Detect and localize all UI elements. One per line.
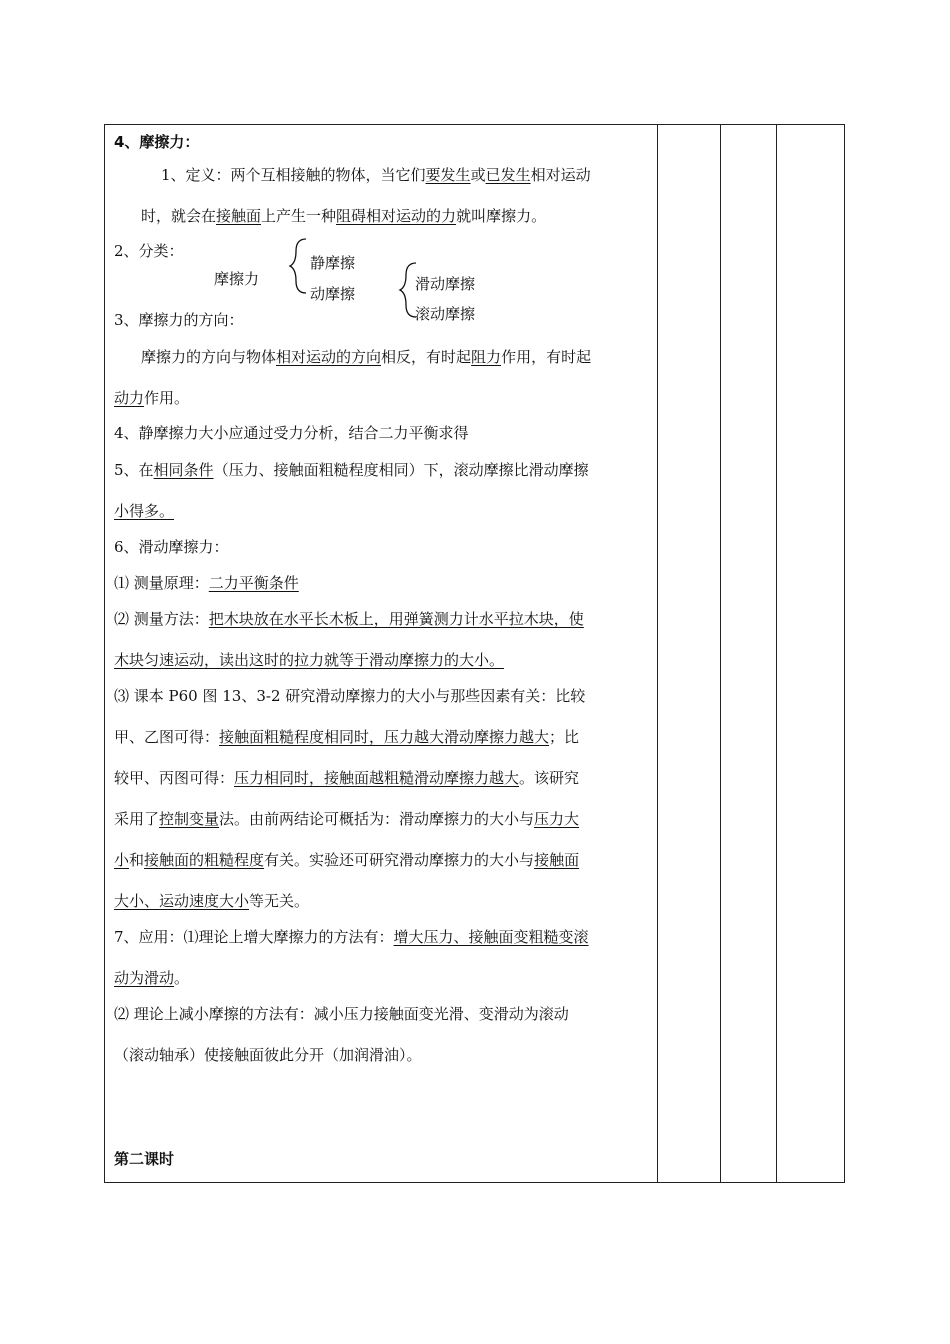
experiment-line-5: 小和接触面的粗糙程度有关。实验还可研究滑动摩擦力的大小与接触面: [114, 851, 580, 869]
measure-method-line-2: 木块匀速运动，读出这时的拉力就等于滑动摩擦力的大小。: [114, 651, 505, 669]
direction-title: 3、摩擦力的方向：: [114, 311, 244, 329]
experiment-line-1: ⑶ 课本 P60 图 13、3-2 研究滑动摩擦力的大小与那些因素有关：比较: [114, 687, 586, 705]
classify-rolling: 滚动摩擦: [415, 305, 476, 323]
classify-static: 静摩擦: [310, 254, 356, 272]
column-divider: [657, 125, 658, 1182]
experiment-line-6: 大小、运动速度大小等无关。: [114, 892, 310, 910]
experiment-line-2: 甲、乙图可得：接触面粗糙程度相同时，压力越大滑动摩擦力越大；比: [114, 728, 580, 746]
experiment-line-3: 较甲、丙图可得：压力相同时，接触面越粗糙滑动摩擦力越大。该研究: [114, 769, 580, 787]
lesson-table: [104, 124, 845, 1183]
definition-line-2: 时，就会在接触面上产生一种阻碍相对运动的力就叫摩擦力。: [141, 207, 547, 225]
static-friction-note: 4、静摩擦力大小应通过受力分析，结合二力平衡求得: [114, 424, 469, 442]
column-divider: [776, 125, 777, 1182]
rolling-note-line-1: 5、在相同条件（压力、接触面粗糙程度相同）下，滚动摩擦比滑动摩擦: [114, 461, 589, 479]
direction-line-2: 动力作用。: [114, 389, 190, 407]
rolling-note-line-2: 小得多。: [114, 502, 175, 520]
sliding-title: 6、滑动摩擦力：: [114, 538, 229, 556]
classify-kinetic: 动摩擦: [310, 285, 356, 303]
classify-root: 摩擦力: [214, 270, 260, 288]
application-line-2: 动为滑动。: [114, 969, 190, 987]
lesson-two-heading: 第二课时: [114, 1150, 175, 1168]
column-divider: [720, 125, 721, 1182]
application-line-1: 7、应用：⑴理论上增大摩擦力的方法有：增大压力、接触面变粗糙变滚: [114, 928, 589, 946]
definition-line-1: 1、定义：两个互相接触的物体，当它们要发生或已发生相对运动: [161, 166, 591, 184]
reduce-friction-line-1: ⑵ 理论上减小摩擦的方法有：减小压力接触面变光滑、变滑动为滚动: [114, 1005, 569, 1023]
section-title: 4、摩擦力：: [114, 133, 200, 151]
classify-label: 2、分类：: [114, 242, 184, 260]
brace-icon: [288, 237, 310, 295]
classify-sliding: 滑动摩擦: [415, 275, 476, 293]
reduce-friction-line-2: （滚动轴承）使接触面彼此分开（加润滑油）。: [114, 1046, 422, 1064]
direction-line-1: 摩擦力的方向与物体相对运动的方向相反，有时起阻力作用，有时起: [141, 348, 592, 366]
measure-method-line-1: ⑵ 测量方法：把木块放在水平长木板上，用弹簧测力计水平拉木块，使: [114, 610, 584, 628]
measure-principle: ⑴ 测量原理：二力平衡条件: [114, 574, 299, 592]
experiment-line-4: 采用了控制变量法。由前两结论可概括为：滑动摩擦力的大小与压力大: [114, 810, 580, 828]
